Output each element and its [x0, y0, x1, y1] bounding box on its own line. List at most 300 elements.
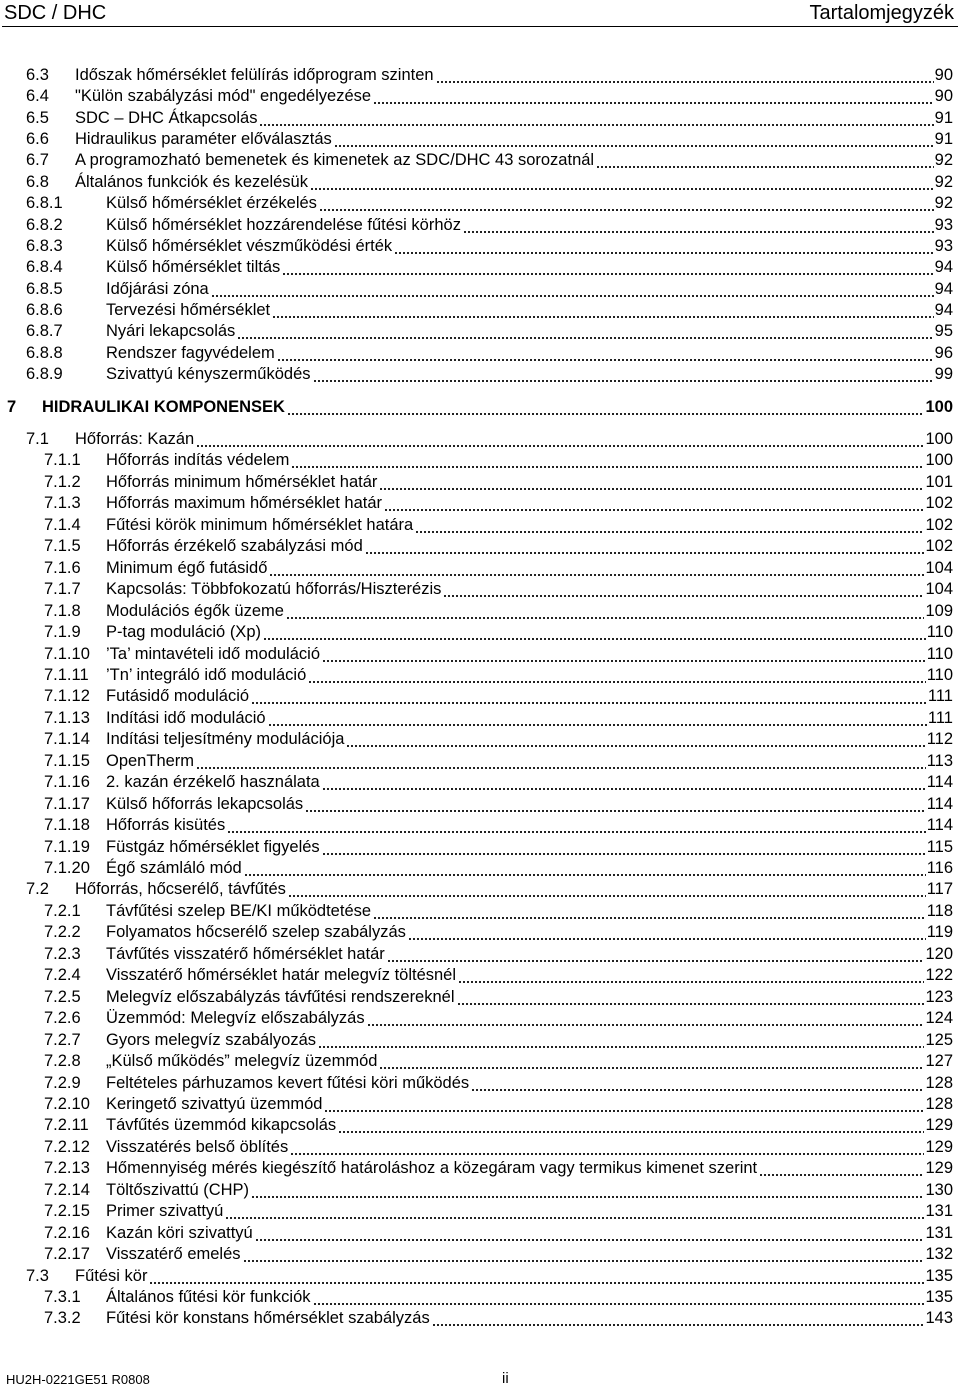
toc-entry[interactable]: [0, 900, 960, 922]
toc-dot-leader: [287, 396, 925, 418]
toc-entry-line: [106, 557, 953, 579]
toc-dot-leader: [458, 964, 924, 986]
toc-entry[interactable]: [0, 964, 960, 986]
toc-entry-title: Hőforrás kisütés: [106, 816, 226, 835]
toc-entry-page: 135: [925, 1288, 953, 1306]
toc-entry-line: [106, 1243, 953, 1265]
toc-entry-page: 125: [925, 1030, 953, 1049]
toc-entry-line: [42, 396, 953, 418]
toc-entry-number: 7.2.14: [44, 1180, 90, 1199]
toc-dot-leader: [596, 149, 934, 171]
toc-dot-leader: [759, 1157, 924, 1179]
toc-entry[interactable]: [0, 492, 960, 514]
toc-entry-line: [106, 621, 953, 643]
toc-entry-number: 6.8.9: [26, 365, 63, 384]
toc-entry-title: Primer szivattyú: [106, 1202, 224, 1221]
toc-entry-line: [106, 363, 953, 385]
toc-entry-page: 117: [926, 880, 953, 899]
toc-dot-leader: [379, 471, 924, 493]
toc-entry-number: 7.1.15: [44, 751, 90, 770]
toc-entry[interactable]: [0, 320, 960, 342]
toc-entry-line: [75, 85, 953, 107]
toc-dot-leader: [471, 1072, 924, 1094]
toc-dot-leader: [338, 1114, 924, 1136]
toc-dot-leader: [373, 85, 934, 107]
toc-entry-line: [106, 750, 953, 772]
toc-entry-number: 6.8.7: [26, 322, 63, 341]
toc-entry-title: A programozható bemenetek és kimenetek az SDC/DHC 43 sorozatnál: [75, 151, 595, 170]
toc-entry[interactable]: [0, 128, 960, 150]
toc-dot-leader: [291, 449, 924, 471]
toc-dot-leader: [269, 557, 924, 579]
toc-entry-page: 94: [934, 279, 953, 298]
toc-entry-number: 6.5: [26, 108, 49, 127]
toc-entry-number: 7.2.1: [44, 901, 81, 920]
toc-entry-line: [106, 192, 953, 214]
toc-entry-number: 7.3.2: [44, 1309, 81, 1328]
toc-entry-line: [106, 214, 953, 236]
toc-entry-page: 109: [925, 601, 953, 620]
toc-entry-title: Kapcsolás: Többfokozatú hőforrás/Hiszterézis: [106, 580, 442, 599]
toc-entry-title: Indítási teljesítmény modulációja: [106, 730, 345, 749]
toc-entry-title: Égő számláló mód: [106, 859, 242, 877]
toc-entry-number: 7.1.20: [44, 859, 90, 877]
toc-entry-page: 118: [926, 901, 953, 920]
toc-entry-page: 128: [925, 1094, 953, 1113]
toc-entry-line: [106, 1136, 953, 1158]
toc-entry-number: 7.1.16: [44, 773, 90, 792]
toc-entry-line: [75, 878, 953, 900]
toc-entry-title: Indítási idő moduláció: [106, 708, 266, 727]
toc-entry-line: [106, 449, 953, 471]
toc-entry[interactable]: [0, 1157, 960, 1179]
toc-entry-number: 7.1.18: [44, 816, 90, 835]
toc-entry-line: [106, 1093, 953, 1115]
toc-entry-number: 7.2.15: [44, 1202, 90, 1221]
toc-entry-number: 7.2.3: [44, 944, 81, 963]
toc-entry[interactable]: [0, 256, 960, 278]
toc-entry-title: Külső hőmérséklet hozzárendelése fűtési körhöz: [106, 215, 461, 234]
toc-entry-number: 7.1.5: [44, 537, 81, 556]
toc-entry-number: 7.1.9: [44, 623, 81, 642]
toc-entry-title: Hidraulikus paraméter előválasztás: [75, 130, 332, 149]
toc-entry-title: Tervezési hőmérséklet: [106, 300, 271, 319]
toc-entry-title: SDC – DHC Átkapcsolás: [75, 108, 258, 127]
toc-entry-number: 7.2.13: [44, 1159, 90, 1178]
toc-entry-number: 7.1.1: [44, 451, 81, 470]
toc-dot-leader: [282, 256, 933, 278]
toc-entry-title: Modulációs égők üzeme: [106, 601, 284, 620]
toc-dot-leader: [365, 535, 925, 557]
toc-entry-title: Melegvíz előszabályzás távfűtési rendszereknél: [106, 987, 455, 1006]
toc-entry-title: "Külön szabályzási mód" engedélyezése: [75, 87, 372, 106]
toc-entry-number: 7.2.17: [44, 1245, 90, 1264]
toc-entry-number: 7.2.10: [44, 1094, 90, 1113]
toc-entry[interactable]: [0, 1243, 960, 1265]
toc-entry-number: 7.1.11: [44, 665, 89, 684]
toc-entry[interactable]: [0, 535, 960, 557]
toc-dot-leader: [243, 1243, 925, 1265]
toc-entry-page: 102: [925, 537, 953, 556]
toc-entry[interactable]: [0, 1114, 960, 1136]
toc-entry[interactable]: [0, 363, 960, 385]
toc-entry[interactable]: [0, 1222, 960, 1244]
toc-entry-number: 7.1.4: [44, 515, 81, 534]
toc-entry-page: 131: [925, 1223, 953, 1242]
toc-entry[interactable]: [0, 857, 960, 879]
toc-entry-number: 7.2.2: [44, 923, 81, 942]
toc-entry[interactable]: [0, 1029, 960, 1051]
toc-entry-number: 7.1.17: [44, 794, 90, 813]
toc-entry-number: 6.8.6: [26, 300, 63, 319]
toc-entry-title: Üzemmód: Melegvíz előszabályzás: [106, 1009, 365, 1028]
toc-entry[interactable]: [0, 342, 960, 364]
toc-entry-line: [106, 514, 953, 536]
toc-dot-leader: [211, 278, 934, 300]
toc-entry-line: [106, 1114, 953, 1136]
toc-dot-leader: [196, 750, 926, 772]
toc-entry-page: 92: [934, 194, 953, 213]
toc-entry-number: 7.1.6: [44, 558, 81, 577]
toc-entry-number: 7.2.12: [44, 1137, 90, 1156]
toc-dot-leader: [259, 107, 933, 129]
toc-dot-leader: [334, 128, 934, 150]
toc-entry-title: ’Tn’ integráló idő moduláció: [106, 665, 307, 684]
toc-dot-leader: [367, 1007, 925, 1029]
toc-entry-title: Általános funkciók és kezelésük: [75, 172, 308, 191]
toc-entry[interactable]: [0, 1200, 960, 1222]
toc-entry-line: [106, 278, 953, 300]
toc-entry-page: 128: [925, 1073, 953, 1092]
toc-dot-leader: [387, 943, 925, 965]
toc-entry-line: [75, 128, 953, 150]
toc-entry-line: [75, 149, 953, 171]
toc-entry-number: 6.8.1: [26, 194, 63, 213]
toc-entry-line: [106, 1307, 953, 1329]
toc-entry-page: 100: [925, 430, 953, 448]
toc-entry[interactable]: [0, 1179, 960, 1201]
toc-dot-leader: [227, 814, 925, 836]
toc-entry-page: 127: [925, 1052, 953, 1071]
toc-entry[interactable]: [0, 771, 960, 793]
toc-entry-title: Hőforrás érzékelő szabályzási mód: [106, 537, 363, 556]
toc-entry-page: 123: [925, 987, 953, 1006]
toc-entry-page: 129: [925, 1137, 953, 1156]
toc-entry-page: 110: [926, 665, 953, 684]
toc-entry[interactable]: [0, 750, 960, 772]
toc-dot-leader: [310, 171, 934, 193]
toc-entry-page: 129: [925, 1116, 953, 1135]
toc-dot-leader: [322, 643, 926, 665]
toc-entry-line: [106, 471, 953, 493]
toc-entry-title: Töltőszivattú (CHP): [106, 1180, 250, 1199]
toc-entry[interactable]: [0, 235, 960, 257]
toc-entry[interactable]: [0, 685, 960, 707]
toc-entry-line: [106, 600, 953, 622]
footer-page-number: ii: [502, 1370, 509, 1387]
toc-dot-leader: [322, 836, 926, 858]
toc-entry[interactable]: [0, 428, 960, 450]
toc-entry-page: 119: [926, 923, 953, 942]
toc-entry[interactable]: [0, 1136, 960, 1158]
toc-entry[interactable]: [0, 1093, 960, 1115]
toc-entry-line: [106, 342, 953, 364]
toc-dot-leader: [272, 299, 933, 321]
toc-entry-number: 6.8.4: [26, 258, 63, 277]
toc-dot-leader: [149, 1265, 924, 1287]
toc-entry-title: Szivattyú kényszerműködés: [106, 365, 311, 384]
toc-entry[interactable]: [0, 214, 960, 236]
toc-entry-title: ’Ta’ mintavételi idő moduláció: [106, 644, 320, 663]
toc-entry-title: Füstgáz hőmérséklet figyelés: [106, 837, 320, 856]
toc-dot-leader: [196, 428, 924, 450]
toc-entry-line: [106, 643, 953, 665]
toc-entry[interactable]: [0, 449, 960, 471]
toc-entry-title: Keringető szivattyú üzemmód: [106, 1094, 323, 1113]
toc-entry[interactable]: [0, 1307, 960, 1329]
toc-entry-title: P-tag moduláció (Xp): [106, 623, 261, 642]
toc-entry-page: 104: [925, 558, 953, 577]
toc-entry[interactable]: [0, 171, 960, 193]
toc-entry[interactable]: [0, 1007, 960, 1029]
toc-entry-line: [106, 256, 953, 278]
toc-entry-line: [106, 492, 953, 514]
toc-entry-page: 113: [926, 751, 953, 770]
toc-entry[interactable]: [0, 921, 960, 943]
toc-entry[interactable]: [0, 878, 960, 900]
toc-entry-line: [106, 943, 953, 965]
toc-dot-leader: [305, 793, 926, 815]
toc-entry-page: 91: [934, 130, 953, 149]
toc-entry-page: 104: [925, 580, 953, 599]
toc-entry[interactable]: [0, 728, 960, 750]
toc-entry-line: [106, 814, 953, 836]
toc-entry-number: 6.8.3: [26, 236, 63, 255]
toc-entry-number: 7.1.12: [44, 687, 90, 706]
toc-entry[interactable]: [0, 396, 960, 418]
toc-entry[interactable]: [0, 149, 960, 171]
toc-entry-title: 2. kazán érzékelő használata: [106, 773, 320, 792]
toc-entry[interactable]: [0, 1286, 960, 1308]
toc-dot-leader: [373, 900, 926, 922]
toc-entry-page: 94: [934, 300, 953, 319]
toc-entry-line: [106, 857, 953, 879]
toc-entry-page: 112: [926, 730, 953, 749]
toc-entry-title: Külső hőmérséklet tiltás: [106, 258, 281, 277]
toc-entry-page: 122: [925, 966, 953, 985]
toc-entry-title: Hőforrás, hőcserélő, távfűtés: [75, 880, 286, 899]
toc-entry-title: Kazán köri szivattyú: [106, 1223, 253, 1242]
toc-dot-leader: [290, 1136, 924, 1158]
toc-dot-leader: [322, 771, 926, 793]
toc-entry-page: 132: [925, 1245, 953, 1264]
toc-entry-line: [106, 771, 953, 793]
toc-entry-line: [106, 921, 953, 943]
toc-entry-title: Fűtési kör konstans hőmérséklet szabályzás: [106, 1309, 430, 1328]
toc-entry-number: 7: [7, 398, 17, 416]
toc-entry-line: [106, 235, 953, 257]
toc-entry-title: Hőforrás: Kazán: [75, 430, 195, 448]
toc-entry-line: [106, 1179, 953, 1201]
toc-entry-number: 7.1.19: [44, 837, 90, 856]
toc-entry-title: Távfűtés üzemmód kikapcsolás: [106, 1116, 337, 1135]
toc-entry-line: [106, 793, 953, 815]
toc-entry-number: 7.1.8: [44, 601, 81, 620]
toc-entry[interactable]: [0, 621, 960, 643]
toc-dot-leader: [308, 664, 925, 686]
toc-entry[interactable]: [0, 793, 960, 815]
toc-entry-number: 7.1.10: [44, 644, 90, 663]
toc-dot-leader: [225, 1200, 924, 1222]
toc-entry-number: 7.2.16: [44, 1223, 90, 1242]
toc-entry[interactable]: [0, 471, 960, 493]
toc-entry-number: 7.1.2: [44, 472, 81, 491]
toc-entry-page: 131: [925, 1202, 953, 1221]
toc-entry-title: Külső hőmérséklet vészműködési érték: [106, 236, 393, 255]
toc-entry-title: Minimum égő futásidő: [106, 558, 268, 577]
toc-entry-number: 6.3: [26, 66, 49, 84]
toc-entry-title: Külső hőforrás lekapcsolás: [106, 794, 304, 813]
toc-entry-page: 102: [925, 494, 953, 513]
toc-entry[interactable]: [0, 557, 960, 579]
toc-entry-title: Hőforrás indítás védelem: [106, 451, 290, 470]
toc-entry-page: 135: [925, 1266, 953, 1285]
toc-entry-title: OpenTherm: [106, 751, 195, 770]
toc-entry[interactable]: [0, 1050, 960, 1072]
toc-entry-page: 95: [934, 322, 953, 341]
toc-entry-title: Visszatérő emelés: [106, 1245, 241, 1264]
toc-entry-line: [75, 1265, 953, 1287]
toc-entry-number: 7.2.7: [44, 1030, 81, 1049]
toc-dot-leader: [384, 492, 924, 514]
toc-entry[interactable]: [0, 1265, 960, 1287]
toc-entry-line: [106, 664, 953, 686]
toc-entry-number: 7.3: [26, 1266, 49, 1285]
toc-dot-leader: [457, 986, 925, 1008]
toc-dot-leader: [319, 192, 934, 214]
toc-entry[interactable]: [0, 64, 960, 86]
toc-entry-title: Gyors melegvíz szabályozás: [106, 1030, 316, 1049]
toc-entry-line: [106, 707, 953, 729]
toc-entry-page: 94: [934, 258, 953, 277]
toc-entry-number: 7.2.4: [44, 966, 81, 985]
toc-entry-line: [106, 1157, 953, 1179]
toc-dot-leader: [237, 320, 933, 342]
toc-entry[interactable]: [0, 836, 960, 858]
toc-entry-page: 92: [934, 172, 953, 191]
toc-dot-leader: [251, 1179, 924, 1201]
toc-entry[interactable]: [0, 664, 960, 686]
toc-entry-number: 6.4: [26, 87, 49, 106]
toc-dot-leader: [251, 685, 927, 707]
toc-entry-title: „Külső működés” melegvíz üzemmód: [106, 1052, 378, 1071]
toc-entry-line: [106, 1050, 953, 1072]
toc-entry-line: [106, 1072, 953, 1094]
toc-entry-page: 100: [925, 451, 953, 470]
toc-entry-page: 130: [925, 1180, 953, 1199]
toc-entry-line: [75, 428, 953, 450]
toc-entry-title: Fűtési körök minimum hőmérséklet határa: [106, 515, 414, 534]
toc-entry-number: 6.8.5: [26, 279, 63, 298]
toc-dot-leader: [324, 1093, 924, 1115]
toc-entry-line: [106, 986, 953, 1008]
toc-entry[interactable]: [0, 643, 960, 665]
toc-entry-line: [106, 1007, 953, 1029]
toc-entry-number: 7.1.14: [44, 730, 90, 749]
toc-dot-leader: [394, 235, 934, 257]
toc-entry[interactable]: [0, 986, 960, 1008]
toc-entry-line: [106, 299, 953, 321]
toc-entry-page: 116: [926, 859, 953, 877]
toc-entry[interactable]: [0, 514, 960, 536]
toc-entry-title: Fűtési kör: [75, 1266, 148, 1285]
toc-entry-line: [106, 964, 953, 986]
toc-entry[interactable]: [0, 299, 960, 321]
toc-entry[interactable]: [0, 578, 960, 600]
toc-dot-leader: [436, 64, 934, 86]
toc-dot-leader: [408, 921, 926, 943]
toc-entry-title: Folyamatos hőcserélő szelep szabályzás: [106, 923, 406, 942]
toc-entry-line: [106, 320, 953, 342]
toc-entry-line: [106, 685, 953, 707]
header-right: Tartalomjegyzék: [809, 2, 954, 24]
toc-entry-title: Időjárási zóna: [106, 279, 209, 298]
toc-entry-title: Visszatérő hőmérséklet határ melegvíz töltésnél: [106, 966, 457, 985]
toc-entry-title: Hőforrás maximum hőmérséklet határ: [106, 494, 383, 513]
toc-entry-number: 6.6: [26, 130, 49, 149]
toc-entry-page: 101: [925, 472, 953, 491]
toc-entry[interactable]: [0, 1072, 960, 1094]
toc-entry-line: [106, 578, 953, 600]
toc-entry-number: 6.7: [26, 151, 49, 170]
toc-entry-title: Feltételes párhuzamos kevert fűtési köri működés: [106, 1073, 470, 1092]
toc-dot-leader: [288, 878, 926, 900]
toc-entry-line: [106, 900, 953, 922]
toc-entry-number: 7.2: [26, 880, 49, 899]
toc-entry-number: 6.8.8: [26, 343, 63, 362]
toc-entry-page: 92: [934, 151, 953, 170]
toc-entry[interactable]: [0, 192, 960, 214]
toc-entry-number: 7.2.5: [44, 987, 81, 1006]
toc-entry[interactable]: [0, 85, 960, 107]
toc-entry-number: 7.1.7: [44, 580, 81, 599]
toc-dot-leader: [379, 1050, 924, 1072]
toc-entry-page: 129: [925, 1159, 953, 1178]
toc-entry-page: 114: [926, 816, 953, 835]
toc-entry-page: 114: [926, 773, 953, 792]
toc-entry-page: 111: [927, 708, 953, 727]
toc-entry-page: 96: [934, 343, 953, 362]
toc-entry[interactable]: [0, 107, 960, 129]
toc-entry-line: [75, 107, 953, 129]
toc-entry-title: Visszatérés belső öblítés: [106, 1137, 289, 1156]
header-left: SDC / DHC: [4, 2, 107, 24]
toc-entry-line: [106, 1286, 953, 1308]
toc-entry[interactable]: [0, 600, 960, 622]
toc-entry-title: Távfűtési szelep BE/KI működtetése: [106, 901, 372, 920]
toc-entry-page: 93: [934, 236, 953, 255]
toc-entry-number: 6.8.2: [26, 215, 63, 234]
toc-entry-page: 143: [925, 1309, 953, 1328]
toc-entry[interactable]: [0, 707, 960, 729]
toc-entry[interactable]: [0, 278, 960, 300]
toc-entry-page: 99: [934, 365, 953, 384]
toc-entry-title: HIDRAULIKAI KOMPONENSEK: [42, 398, 285, 416]
toc-entry[interactable]: [0, 943, 960, 965]
toc-entry-number: 6.8: [26, 172, 49, 191]
toc-entry-number: 7.1: [26, 430, 49, 448]
toc-entry[interactable]: [0, 814, 960, 836]
